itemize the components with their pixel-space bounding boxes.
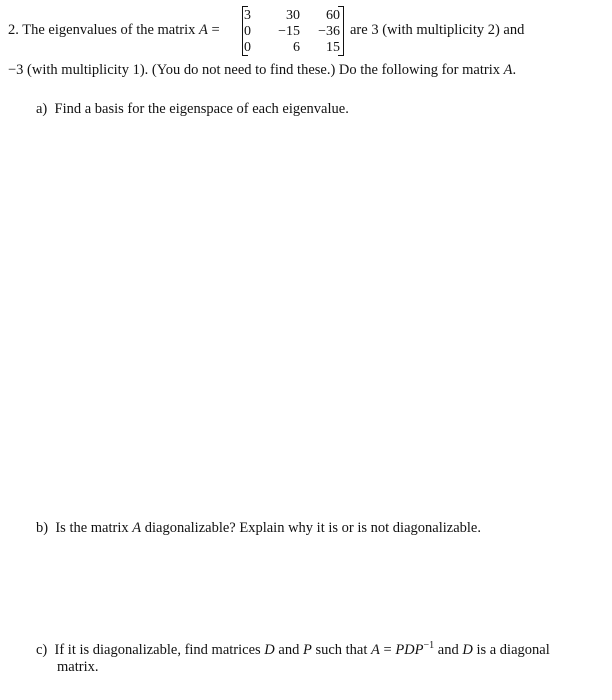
equation-equals: = [383, 641, 392, 658]
part-b-text-2: diagonalizable? Explain why it is or is not diagonalizable. [144, 520, 481, 536]
matrix-variable: A [503, 62, 513, 78]
problem-intro: The eigenvalues of the matrix [22, 22, 196, 38]
matrix-d-variable: D [462, 641, 473, 658]
matrix-cell: 6 [293, 40, 300, 55]
part-a-text: Find a basis for the eigenspace of each eigenvalue. [54, 101, 349, 117]
part-a [36, 101, 349, 118]
part-c-text-end: is a diagonal [476, 641, 550, 658]
part-c-text-1: If it is diagonalizable, find matrices [54, 641, 261, 658]
matrix-cell: 30 [286, 8, 300, 23]
matrix-cell: −36 [318, 24, 340, 39]
problem-line-1 [8, 22, 220, 39]
eigenvalue-statement-cont: −3 (with multiplicity 1). (You do not need to find these.) Do the following for matrix [8, 62, 500, 78]
part-c-and-2: and [437, 641, 459, 658]
equation-pdp: PDP [395, 641, 424, 658]
problem-line-2 [8, 62, 516, 79]
matrix-cell: 15 [326, 40, 340, 55]
matrix-variable: A [132, 520, 142, 536]
equals-sign: = [211, 22, 220, 38]
matrix-a [242, 4, 344, 58]
period: . [512, 62, 517, 78]
part-c-line-2: matrix. [57, 659, 99, 675]
matrix-p-variable: P [302, 641, 312, 658]
equation-exponent: −1 [423, 640, 435, 651]
part-a-label: a) [36, 101, 48, 117]
matrix-cell: 3 [244, 8, 251, 23]
eigenvalue-statement: are 3 (with multiplicity 2) and [350, 22, 525, 38]
part-b-text-1: Is the matrix [55, 520, 129, 536]
matrix-cell: 0 [244, 40, 251, 55]
matrix-cell: 0 [244, 24, 251, 39]
part-b-label: b) [36, 520, 49, 536]
part-c-such-that: such that [315, 641, 368, 658]
matrix-cell: 60 [326, 8, 340, 23]
matrix-variable: A [199, 22, 208, 38]
problem-number: 2. [8, 22, 19, 38]
part-c-and: and [278, 641, 300, 658]
part-c-label: c) [36, 641, 48, 658]
part-c [36, 640, 550, 659]
matrix-d-variable: D [264, 641, 275, 658]
part-b [36, 520, 481, 537]
matrix-cell: −15 [278, 24, 300, 39]
equation-a: A [371, 641, 380, 658]
